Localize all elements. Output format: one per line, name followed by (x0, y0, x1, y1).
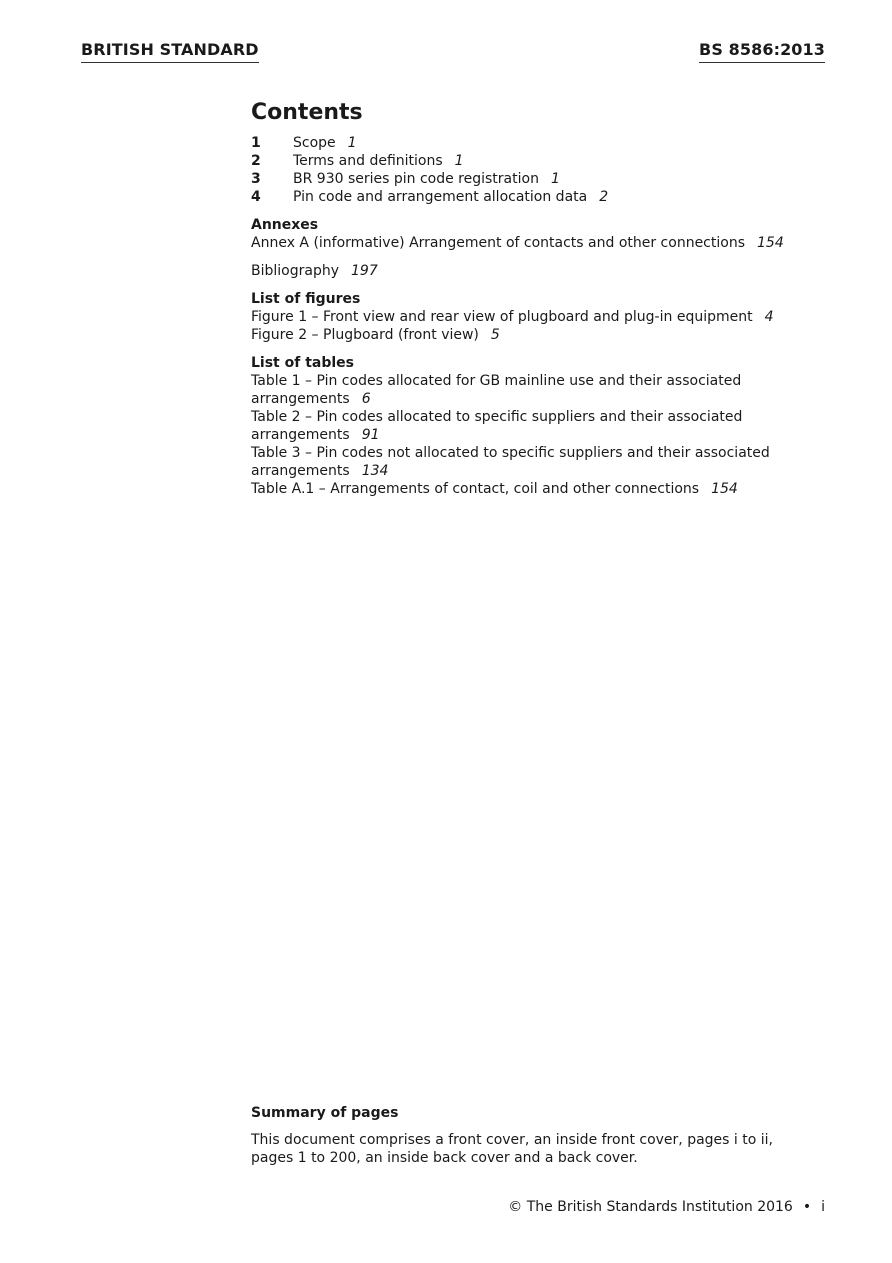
page-number: 154 (711, 481, 738, 497)
table-title: Table 2 – Pin codes allocated to specific suppliers and their associated arrangements (251, 409, 743, 443)
figures-heading: List of figures (251, 291, 361, 307)
table-title: Table A.1 – Arrangements of contact, coil and other connections (251, 481, 700, 497)
clause-number: 2 (251, 153, 261, 169)
toc-bibliography[interactable] (251, 262, 811, 280)
toc-table-a1[interactable] (251, 480, 811, 498)
contents-title: Contents (251, 100, 363, 125)
clause-title: Pin code and arrangement allocation data (293, 189, 588, 205)
summary-text: This document comprises a front cover, an inside front cover, pages i to ii, pages 1 to 200, an inside back cover and a back cover. (251, 1132, 773, 1166)
toc-clause-1[interactable] (251, 134, 831, 152)
clause-list (251, 134, 831, 206)
header-document-number: BS 8586:2013 (699, 40, 825, 63)
toc-figure-2[interactable] (251, 326, 811, 344)
annexes-heading: Annexes (251, 217, 319, 233)
toc-clause-4[interactable] (251, 188, 831, 206)
table-title: Table 1 – Pin codes allocated for GB mainline use and their associated arrangements (251, 373, 742, 407)
figure-title: Figure 1 – Front view and rear view of plugboard and plug-in equipment (251, 309, 753, 325)
page-number: 2 (599, 189, 609, 205)
toc-annex-a[interactable] (251, 234, 811, 252)
header-standard-label: BRITISH STANDARD (81, 40, 259, 63)
table-title: Table 3 – Pin codes not allocated to specific suppliers and their associated arrangements (251, 445, 770, 479)
page-number: 134 (361, 463, 389, 479)
toc-table-2[interactable] (251, 408, 811, 444)
bibliography-title: Bibliography (251, 263, 339, 279)
page-number: 1 (347, 135, 357, 151)
clause-title: Terms and definitions (293, 153, 443, 169)
page-number: 154 (757, 235, 784, 251)
toc-clause-3[interactable] (251, 170, 831, 188)
clause-number: 4 (251, 189, 261, 205)
page-number: 197 (351, 263, 378, 279)
bullet-separator: • (802, 1199, 812, 1215)
page-number: 4 (764, 309, 774, 325)
toc-clause-2[interactable] (251, 152, 831, 170)
page-number: 91 (361, 427, 380, 443)
clause-number: 3 (251, 171, 261, 187)
clause-title: BR 930 series pin code registration (293, 171, 539, 187)
page-footer (508, 1198, 825, 1216)
summary-title: Summary of pages (251, 1105, 399, 1121)
page-number-footer: i (821, 1199, 825, 1215)
clause-title: Scope (293, 135, 336, 151)
toc-table-3[interactable] (251, 444, 811, 480)
page-number: 1 (454, 153, 464, 169)
page-number: 5 (490, 327, 500, 343)
figure-title: Figure 2 – Plugboard (front view) (251, 327, 479, 343)
page-number: 1 (550, 171, 560, 187)
copyright-notice: © The British Standards Institution 2016 (508, 1199, 793, 1215)
clause-number: 1 (251, 135, 261, 151)
toc-table-1[interactable] (251, 372, 811, 408)
summary-of-pages (251, 1104, 811, 1167)
table-of-contents (251, 98, 831, 498)
annex-title: Annex A (informative) Arrangement of contacts and other connections (251, 235, 745, 251)
tables-heading: List of tables (251, 355, 354, 371)
toc-figure-1[interactable] (251, 308, 811, 326)
page-number: 6 (361, 391, 371, 407)
